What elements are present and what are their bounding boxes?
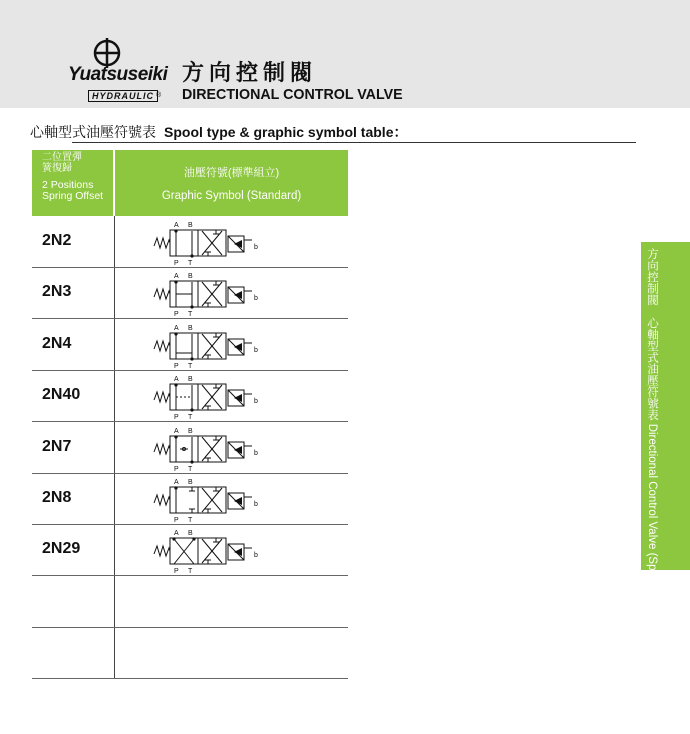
spool-code: 2N40 <box>42 386 81 404</box>
svg-text:A: A <box>174 376 179 384</box>
svg-text:A: A <box>174 222 179 229</box>
spool-symbol-table <box>32 150 348 678</box>
section-divider <box>72 142 636 143</box>
spool-code: 2N2 <box>42 232 72 249</box>
valve-symbol-2n8 <box>150 475 270 525</box>
logo-wordmark: Yuatsuseiki <box>68 64 168 85</box>
valve-symbol-2n3 <box>150 269 270 319</box>
svg-text:b: b <box>254 449 258 457</box>
svg-text:b: b <box>254 398 258 406</box>
column-header-positions-zh: 二位置彈簧復歸 <box>42 152 82 174</box>
svg-text:T: T <box>188 517 193 524</box>
table-row <box>32 627 348 679</box>
svg-text:T: T <box>188 311 193 319</box>
valve-symbol-2n4 <box>150 321 270 371</box>
svg-text:B: B <box>188 376 193 384</box>
valve-symbol-2n29 <box>150 526 270 576</box>
svg-text:P: P <box>174 568 179 576</box>
svg-text:B: B <box>188 427 193 435</box>
table-row <box>32 216 348 268</box>
section-title-zh: 心軸型式油壓符號表 <box>30 124 156 140</box>
svg-text:b: b <box>254 346 258 354</box>
svg-text:A: A <box>174 427 179 435</box>
column-header-symbol <box>115 150 348 216</box>
svg-text:P: P <box>174 517 179 524</box>
table-row <box>32 576 348 628</box>
svg-text:T: T <box>188 568 193 576</box>
section-title <box>30 122 407 142</box>
svg-text:B: B <box>188 479 193 486</box>
svg-text:b: b <box>254 501 258 508</box>
table-row <box>32 422 348 474</box>
svg-text:P: P <box>174 465 179 473</box>
svg-text:B: B <box>188 273 193 281</box>
svg-text:B: B <box>188 324 193 332</box>
spool-code: 2N7 <box>42 437 72 455</box>
column-header-positions-en: 2 Positions Spring Offset <box>42 179 104 202</box>
table-row <box>32 319 348 371</box>
page-header <box>0 0 690 108</box>
valve-symbol-2n40 <box>150 372 270 422</box>
svg-text:P: P <box>174 260 179 267</box>
svg-text:A: A <box>174 479 179 486</box>
table-row <box>32 267 348 319</box>
svg-text:b: b <box>254 552 258 560</box>
svg-text:T: T <box>188 465 193 473</box>
spool-code: 2N8 <box>42 489 72 506</box>
svg-text:B: B <box>188 222 193 229</box>
svg-text:A: A <box>174 530 179 538</box>
page-title-zh: 方向控制閥 <box>182 60 318 85</box>
page-title-en: DIRECTIONAL CONTROL VALVE <box>182 86 403 103</box>
column-header-positions <box>32 150 113 216</box>
column-header-symbol-en: Graphic Symbol (Standard) <box>161 190 302 202</box>
svg-text:P: P <box>174 362 179 370</box>
svg-text:A: A <box>174 324 179 332</box>
table-row <box>32 524 348 576</box>
svg-text:T: T <box>188 414 193 422</box>
svg-text:A: A <box>174 273 179 281</box>
svg-text:B: B <box>188 530 193 538</box>
logo-subtitle: HYDRAULIC <box>88 90 158 102</box>
column-header-symbol-zh: 油壓符號(標準組立) <box>183 167 280 179</box>
svg-text:T: T <box>188 362 193 370</box>
valve-symbol-2n7 <box>150 424 270 474</box>
svg-text:P: P <box>174 414 179 422</box>
section-title-en: Spool type & graphic symbol table： <box>164 124 408 140</box>
valve-symbol-2n2 <box>150 218 270 268</box>
registered-mark: ® <box>156 92 162 99</box>
svg-text:P: P <box>174 311 179 319</box>
spool-code: 2N29 <box>42 540 81 558</box>
table-row <box>32 370 348 422</box>
svg-text:T: T <box>188 260 193 267</box>
table-row <box>32 473 348 525</box>
svg-text:b: b <box>254 244 258 251</box>
side-tab[interactable] <box>641 242 690 734</box>
spool-code: 2N3 <box>42 283 72 301</box>
svg-text:b: b <box>254 295 258 303</box>
side-tab-label: 方向控制閥 心軸型式油壓符號表 Directional Control Valve (Spool type & graphic symbol table) <box>646 248 658 734</box>
spool-code: 2N4 <box>42 334 72 352</box>
